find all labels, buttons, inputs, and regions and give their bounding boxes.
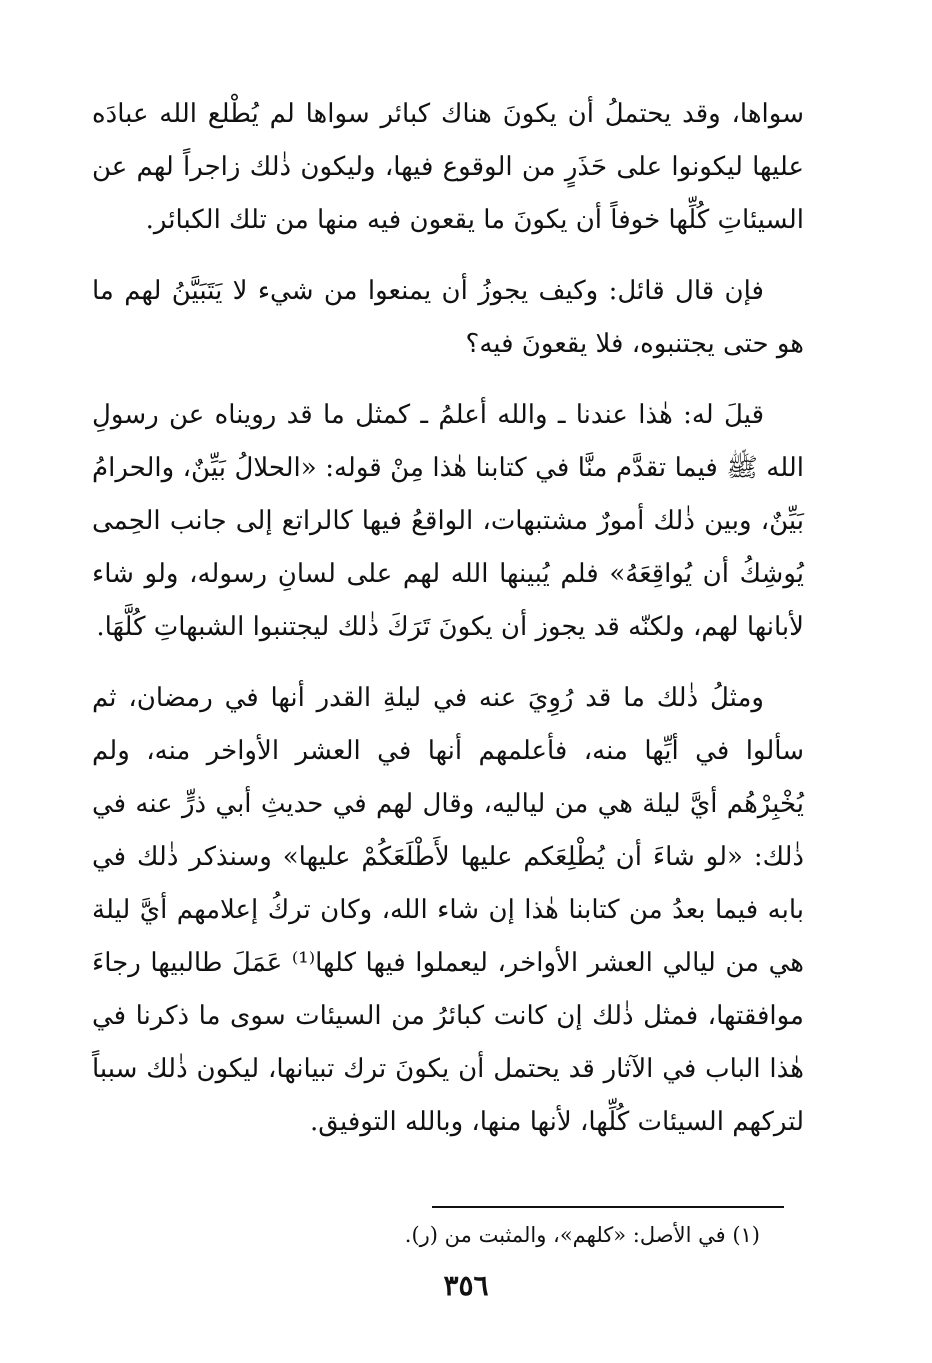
page-number: ٣٥٦ bbox=[443, 1269, 489, 1302]
footnote-divider bbox=[432, 1206, 784, 1208]
paragraph-3: قيلَ له: هٰذا عندنا ـ والله أعلمُ ـ كمثل ما قد رويناه عن رسولِ الله ﷺ فيما تقدَّم منَّا في كتابنا هٰذا مِنْ قوله: «الحلالُ بَيِّنٌ، والحرامُ بَيِّنٌ، وبين ذٰلك أمورٌ مشتبهات، الواقعُ فيها كالراتع إلى جانب الحِمى يُوشِكُ أن يُواقِعَهُ» فلم يُبينها الله لهم على لسانِ رسوله، ولو شاء لأبانها لهم، ولكنّه قد يجوز أن يكونَ تَرَكَ ذٰلك ليجتنبوا الشبهاتِ كُلَّهَا. bbox=[92, 400, 804, 642]
paragraph-4: ومثلُ ذٰلك ما قد رُوِيَ عنه في ليلةِ القدر أنها في رمضان، ثم سألوا في أيِّها منه، فأعلمهم أنها في العشر الأواخر منه، ولم يُخْبِرْهُم أيَّ ليلة هي من لياليه، وقال لهم في حديثِ أبي ذرٍّ عنه في ذٰلك: «لو شاءَ أن يُطْلِعَكم عليها لأَطْلَعَكُمْ عليها» وسنذكر ذٰلك في بابه فيما بعدُ من كتابنا هٰذا إن شاء الله، وكان تركُ إعلامهم أيَّ ليلة هي من ليالي العشر الأواخر، ليعملوا فيها كلها⁽¹⁾ عَمَلَ طالبيها رجاءَ موافقتها، فمثل ذٰلك إن كانت كبائرُ من السيئات سوى ما ذكرنا في هٰذا الباب في الآثار قد يحتمل أن يكونَ ترك تبيانها، ليكون ذٰلك سبباً لتركهم السيئات كُلِّها، لأنها منها، وبالله التوفيق. bbox=[92, 683, 804, 1137]
footnote: (١) في الأصل: «كلهم»، والمثبت من (ر). bbox=[404, 1223, 760, 1247]
paragraph-2: فإن قال قائل: وكيف يجوزُ أن يمنعوا من شيء لا يَتَبَيَّنُ لهم ما هو حتى يجتنبوه، فلا يقعونَ فيه؟ bbox=[92, 276, 804, 359]
main-text bbox=[92, 88, 804, 1149]
paragraph-1: سواها، وقد يحتملُ أن يكونَ هناك كبائر سواها لم يُطْلع الله عبادَه عليها ليكونوا على حَذَرٍ من الوقوع فيها، وليكون ذٰلك زاجراً لهم عن السيئاتِ كُلِّها خوفاً أن يكونَ ما يقعون فيه منها من تلك الكبائر. bbox=[92, 99, 804, 235]
